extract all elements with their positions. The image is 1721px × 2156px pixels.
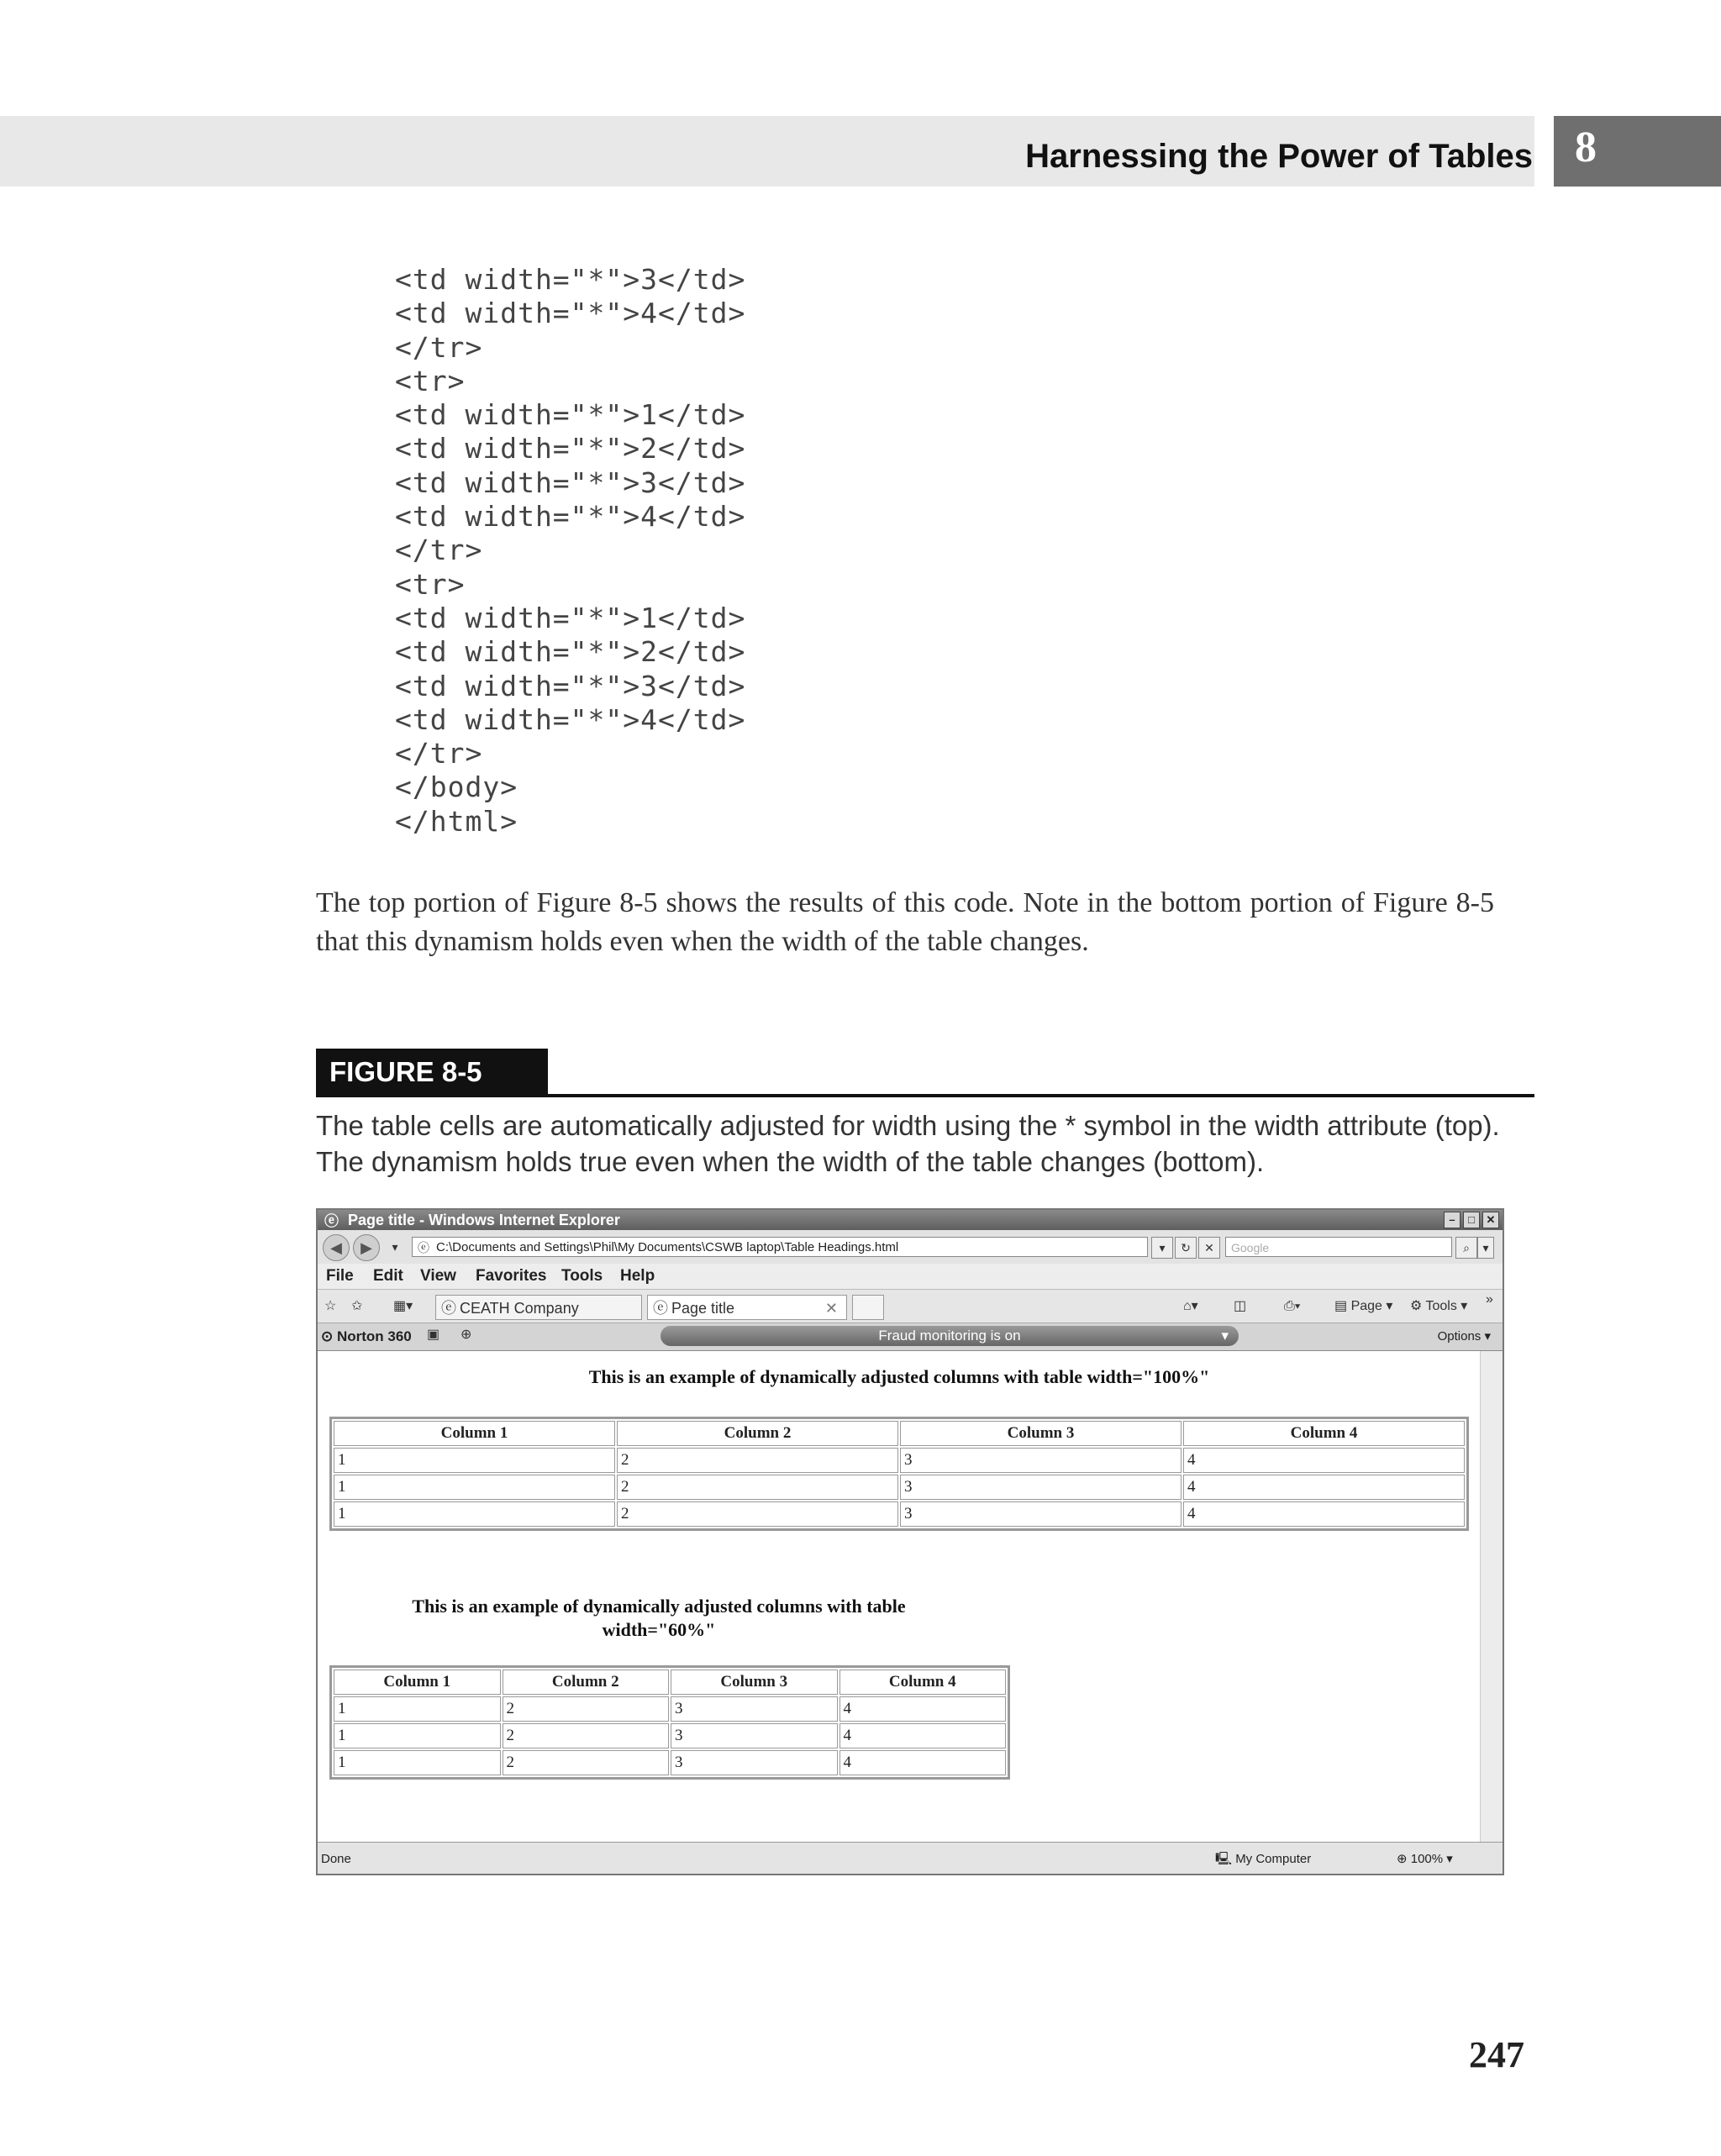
page-menu[interactable]: ▤ Page ▾ (1334, 1299, 1393, 1313)
address-bar-row (318, 1230, 1503, 1264)
column-header: Column 1 (334, 1670, 501, 1695)
table-cell: 3 (900, 1448, 1182, 1473)
table-60-percent (329, 1665, 1010, 1780)
page-content (318, 1351, 1481, 1842)
menu-bar (318, 1264, 1503, 1289)
code-line: </body> (395, 770, 518, 804)
table-row (334, 1448, 1465, 1473)
table-row (334, 1475, 1465, 1500)
menu-edit[interactable]: Edit (373, 1267, 403, 1285)
status-text: Done (321, 1852, 351, 1866)
page-menu-label: Page (1350, 1299, 1382, 1313)
norton-card-icon[interactable]: ▣ (427, 1328, 440, 1342)
figure-rule (316, 1094, 1534, 1097)
print-icon[interactable]: ⎙▾ (1284, 1299, 1301, 1313)
figure-caption: The table cells are automatically adjusted for width using the * symbol in the width attribute (top). The dynamism holds true even when the width of the table changes (bottom). (316, 1110, 1500, 1177)
code-listing (395, 263, 745, 839)
table-cell: 4 (1183, 1448, 1465, 1473)
table-cell: 3 (900, 1501, 1182, 1527)
tab-ie-icon: ⓔ (653, 1300, 668, 1317)
norton-label[interactable]: ⊙ Norton 360 (321, 1328, 412, 1344)
forward-button[interactable]: ▶ (353, 1234, 380, 1261)
column-header: Column 2 (617, 1421, 898, 1446)
code-line: <td width="*">4</td> (395, 297, 746, 330)
table-row (334, 1723, 1006, 1748)
home-icon[interactable]: ⌂▾ (1183, 1299, 1198, 1313)
norton-text: Norton 360 (336, 1328, 412, 1344)
table-cell: 1 (334, 1696, 501, 1722)
table-100-percent (329, 1417, 1469, 1531)
options-label: Options (1437, 1329, 1482, 1344)
table-cell: 4 (839, 1723, 1007, 1748)
tab-label: CEATH Company (460, 1300, 579, 1317)
code-line: <td width="*">2</td> (395, 432, 746, 465)
search-input[interactable]: Google (1225, 1237, 1452, 1257)
options-menu[interactable]: Options ▾ (1437, 1329, 1491, 1344)
table-cell: 3 (671, 1696, 838, 1722)
address-text: C:\Documents and Settings\Phil\My Documents\CSWB laptop\Table Headings.html (436, 1240, 899, 1254)
table-cell: 3 (671, 1723, 838, 1748)
table-cell: 2 (503, 1750, 670, 1775)
column-header: Column 3 (671, 1670, 838, 1695)
tools-menu-label: Tools (1425, 1299, 1457, 1313)
fraud-dropdown-icon[interactable]: ▾ (1221, 1328, 1229, 1344)
favorites-star-icon[interactable]: ☆ (324, 1299, 337, 1313)
ie-logo-icon: ⓔ (324, 1213, 339, 1229)
back-button[interactable]: ◀ (323, 1234, 350, 1261)
close-icon[interactable]: ✕ (1482, 1212, 1499, 1228)
code-line: <td width="*">4</td> (395, 500, 746, 534)
history-dropdown-icon[interactable]: ▾ (392, 1240, 398, 1254)
window-controls (1444, 1212, 1499, 1228)
gear-icon: ⚙ (1410, 1299, 1423, 1313)
search-options-icon[interactable]: ▾ (1477, 1237, 1494, 1259)
menu-file[interactable]: File (326, 1267, 354, 1285)
new-tab-button[interactable] (852, 1295, 884, 1320)
tabs-row (318, 1289, 1503, 1323)
feeds-icon[interactable]: ◫ (1234, 1299, 1247, 1313)
figure-label: FIGURE 8-5 (316, 1049, 548, 1094)
code-line: <td width="*">3</td> (395, 669, 746, 702)
browser-screenshot (316, 1208, 1504, 1875)
vertical-scrollbar[interactable] (1480, 1351, 1503, 1842)
table-cell: 2 (617, 1501, 898, 1527)
table-cell: 4 (839, 1750, 1007, 1775)
tab-label: Page title (671, 1300, 735, 1317)
search-icon[interactable]: ⌕ (1455, 1237, 1477, 1259)
page-icon: ⓔ (418, 1241, 429, 1254)
example-heading-100: This is an example of dynamically adjusted columns with table width="100%" (588, 1366, 1210, 1387)
computer-icon: 🖳 (1215, 1852, 1233, 1866)
table-cell: 4 (1183, 1501, 1465, 1527)
tab-page-title[interactable] (647, 1295, 847, 1320)
minimize-icon[interactable]: – (1444, 1212, 1460, 1228)
menu-view[interactable]: View (420, 1267, 456, 1285)
fraud-text: Fraud monitoring is on (878, 1328, 1021, 1344)
chapter-number: 8 (1575, 124, 1597, 171)
zoom-icon: ⊕ (1397, 1852, 1408, 1866)
code-line: <td width="*">3</td> (395, 263, 746, 296)
code-line: <tr> (395, 364, 466, 397)
address-dropdown-icon[interactable]: ▾ (1151, 1237, 1173, 1259)
code-line: <td width="*">1</td> (395, 398, 746, 432)
globe-icon[interactable]: ⊕ (461, 1328, 472, 1342)
status-bar (318, 1842, 1503, 1875)
zone-label: My Computer (1235, 1852, 1312, 1866)
tab-ceath-company[interactable] (435, 1295, 642, 1320)
page-number: 247 (1469, 2034, 1524, 2075)
table-cell: 2 (617, 1448, 898, 1473)
browser-title-bar (318, 1210, 1503, 1230)
column-header: Column 4 (839, 1670, 1007, 1695)
tab-ie-icon: ⓔ (441, 1300, 456, 1317)
table-cell: 3 (671, 1750, 838, 1775)
table-row (334, 1501, 1465, 1527)
code-line: <td width="*">3</td> (395, 465, 746, 499)
table-cell: 4 (1183, 1475, 1465, 1500)
table-header-row (334, 1670, 1006, 1695)
code-line: </tr> (395, 737, 483, 770)
table-cell: 4 (839, 1696, 1007, 1722)
tools-menu[interactable]: ⚙ Tools ▾ (1410, 1299, 1468, 1313)
zoom-level: 100% (1410, 1852, 1444, 1866)
add-favorites-icon[interactable]: ✩ (351, 1299, 363, 1313)
code-line: </tr> (395, 534, 483, 567)
chevron-more-icon[interactable]: » (1486, 1292, 1493, 1307)
table-row (334, 1750, 1006, 1775)
refresh-icon[interactable]: ↻ (1175, 1237, 1197, 1259)
running-title: Harnessing the Power of Tables (1025, 138, 1533, 175)
code-line: <td width="*">4</td> (395, 702, 746, 736)
code-line: <td width="*">2</td> (395, 635, 746, 669)
zone-indicator (1215, 1843, 1311, 1875)
maximize-icon[interactable]: □ (1463, 1212, 1480, 1228)
code-line: </html> (395, 804, 518, 838)
table-row (334, 1696, 1006, 1722)
quick-tabs-icon[interactable]: ▦▾ (393, 1299, 413, 1313)
menu-help[interactable]: Help (620, 1267, 655, 1285)
code-line: </tr> (395, 330, 483, 364)
table-cell: 1 (334, 1723, 501, 1748)
window-title: Page title - Windows Internet Explorer (348, 1212, 620, 1228)
zoom-control[interactable]: ⊕ 100% ▾ (1397, 1852, 1453, 1866)
close-tab-icon[interactable]: ✕ (824, 1300, 838, 1317)
body-paragraph: The top portion of Figure 8-5 shows the results of this code. Note in the bottom portion of Figure 8-5 that this dynamism holds even when the width of the table changes. (316, 887, 1494, 957)
table-cell: 2 (617, 1475, 898, 1500)
table-cell: 3 (900, 1475, 1182, 1500)
example-heading-60: This is an example of dynamically adjusted columns with table width="60%" (412, 1596, 906, 1640)
table-cell: 1 (334, 1448, 615, 1473)
table-cell: 2 (503, 1696, 670, 1722)
table-header-row (334, 1421, 1465, 1446)
norton-toolbar (318, 1323, 1503, 1352)
code-line: <td width="*">1</td> (395, 601, 746, 634)
column-header: Column 4 (1183, 1421, 1465, 1446)
address-field[interactable] (412, 1237, 1148, 1257)
page-menu-icon: ▤ (1334, 1299, 1348, 1313)
column-header: Column 1 (334, 1421, 615, 1446)
fraud-monitoring-status (661, 1326, 1239, 1346)
table-cell: 1 (334, 1750, 501, 1775)
stop-icon[interactable]: ✕ (1198, 1237, 1220, 1259)
table-cell: 1 (334, 1475, 615, 1500)
table-cell: 2 (503, 1723, 670, 1748)
menu-tools[interactable]: Tools (561, 1267, 603, 1285)
column-header: Column 2 (503, 1670, 670, 1695)
code-line: <tr> (395, 567, 466, 601)
table-cell: 1 (334, 1501, 615, 1527)
menu-favorites[interactable]: Favorites (476, 1267, 547, 1285)
column-header: Column 3 (900, 1421, 1182, 1446)
